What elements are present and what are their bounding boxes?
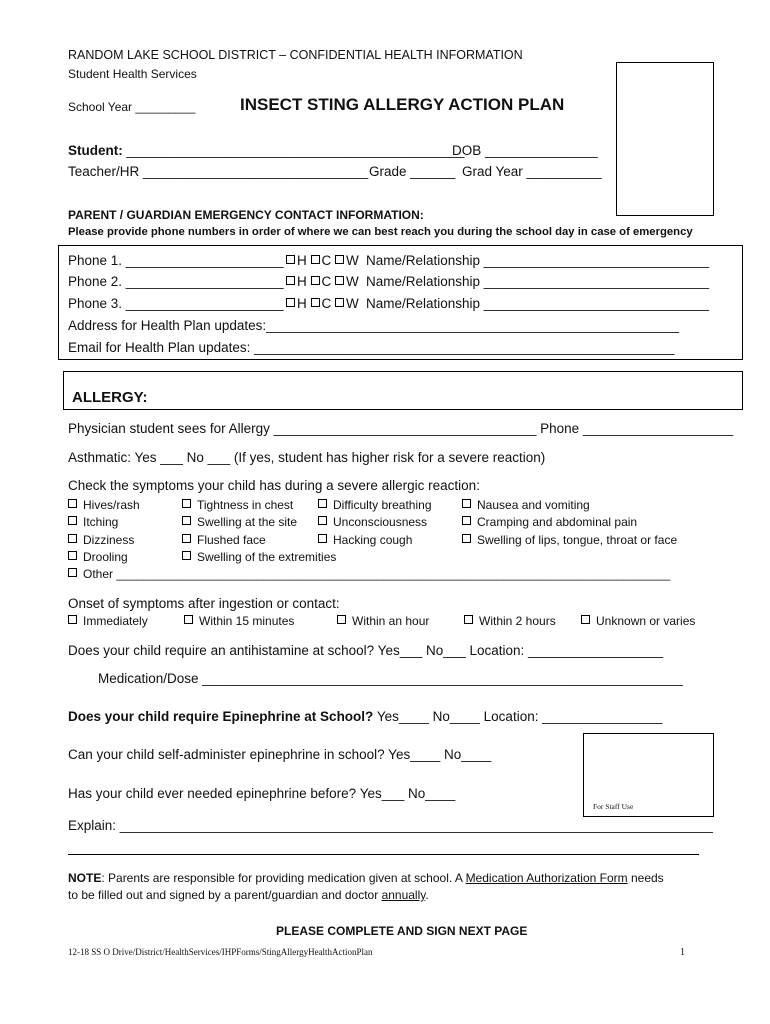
epinephrine-question: Does your child require Epinephrine at School?	[68, 709, 374, 724]
address-field[interactable]: Address for Health Plan updates:_______________________________________________________	[68, 318, 680, 333]
checkbox[interactable]	[182, 534, 191, 543]
epinephrine-row	[68, 709, 662, 724]
checkbox[interactable]	[318, 499, 327, 508]
phone-3-field[interactable]: Phone 3. _____________________	[68, 296, 284, 311]
note-line-1: NOTE: Parents are responsible for providing medication given at school. A Medication Authorization Form needs	[68, 871, 664, 885]
symptom-item[interactable]: Unconsciousness	[318, 514, 432, 531]
phone-2-type: H C W	[286, 274, 359, 289]
onset-option[interactable]: Within 2 hours	[464, 614, 556, 628]
symptoms-col-2	[182, 497, 336, 566]
checkbox[interactable]	[68, 499, 77, 508]
onset-option[interactable]: Within an hour	[337, 614, 429, 628]
email-field[interactable]: Email for Health Plan updates: ________________________________________________________	[68, 340, 675, 355]
checkbox[interactable]	[318, 534, 327, 543]
symptom-item[interactable]: Swelling of lips, tongue, throat or face	[462, 532, 677, 549]
district-header: RANDOM LAKE SCHOOL DISTRICT – CONFIDENTIAL HEALTH INFORMATION	[68, 48, 523, 62]
student-field[interactable]: _____________________________________________	[126, 143, 465, 158]
checkbox[interactable]	[464, 615, 473, 624]
dob-field[interactable]: DOB _______________	[452, 143, 598, 158]
symptom-item[interactable]: Swelling of the extremities	[182, 549, 336, 566]
phone-1-type: H C W	[286, 253, 359, 268]
checkbox[interactable]	[182, 499, 191, 508]
contact-heading: PARENT / GUARDIAN EMERGENCY CONTACT INFORMATION:	[68, 208, 424, 222]
symptom-other[interactable]: Other ___________________________________________________________________________________	[68, 566, 670, 583]
symptom-item[interactable]: Itching	[68, 514, 670, 531]
allergy-heading-box	[63, 371, 743, 410]
onset-option[interactable]: Unknown or varies	[581, 614, 695, 628]
physician-field[interactable]: Physician student sees for Allergy ___________________________________ Phone ____________________	[68, 421, 734, 436]
medication-authorization-form-link[interactable]: Medication Authorization Form	[465, 871, 628, 885]
symptoms-col-3	[318, 497, 432, 549]
symptom-item[interactable]: Nausea and vomiting	[462, 497, 677, 514]
checkbox[interactable]	[286, 255, 295, 264]
checkbox[interactable]	[462, 499, 471, 508]
checkbox[interactable]	[311, 255, 320, 264]
checkbox[interactable]	[184, 615, 193, 624]
phone-3-name-relationship[interactable]: Name/Relationship ______________________________	[366, 296, 710, 311]
student-row	[68, 143, 464, 158]
checkbox[interactable]	[318, 516, 327, 525]
checkbox[interactable]	[286, 298, 295, 307]
onset-option[interactable]: Within 15 minutes	[184, 614, 294, 628]
checkbox[interactable]	[311, 276, 320, 285]
checkbox[interactable]	[286, 276, 295, 285]
teacher-field[interactable]: Teacher/HR ______________________________	[68, 164, 369, 179]
checkbox[interactable]	[182, 551, 191, 560]
symptom-item[interactable]: Hacking cough	[318, 532, 432, 549]
checkbox[interactable]	[68, 534, 77, 543]
phone-3-type: H C W	[286, 296, 359, 311]
explain-continuation-line[interactable]	[68, 854, 699, 855]
symptom-item[interactable]: Hives/rash	[68, 497, 670, 514]
checkbox[interactable]	[68, 551, 77, 560]
checkbox[interactable]	[182, 516, 191, 525]
phone-2-field[interactable]: Phone 2. _____________________	[68, 274, 284, 289]
student-label: Student:	[68, 143, 123, 158]
checkbox[interactable]	[462, 534, 471, 543]
symptom-item[interactable]: Dizziness	[68, 532, 670, 549]
symptom-item[interactable]: Flushed face	[182, 532, 336, 549]
asthmatic-field[interactable]: Asthmatic: Yes ___ No ___ (If yes, student has higher risk for a severe reaction)	[68, 450, 546, 465]
grad-year-field[interactable]: Grad Year __________	[462, 164, 602, 179]
school-year-field[interactable]: School Year _________	[68, 100, 196, 114]
checkbox[interactable]	[581, 615, 590, 624]
symptom-item[interactable]: Tightness in chest	[182, 497, 336, 514]
onset-option[interactable]: Immediately	[68, 614, 148, 628]
contact-instruction: Please provide phone numbers in order of where we can best reach you during the school day in case of emergency	[68, 226, 693, 238]
symptom-item[interactable]: Drooling	[68, 549, 670, 566]
symptom-item[interactable]: Difficulty breathing	[318, 497, 432, 514]
checkbox[interactable]	[337, 615, 346, 624]
next-page-notice: PLEASE COMPLETE AND SIGN NEXT PAGE	[276, 924, 528, 938]
file-path: 12-18 SS O Drive/District/HealthServices/IHPForms/StingAllergyHealthActionPlan	[68, 947, 373, 957]
page-title: INSECT STING ALLERGY ACTION PLAN	[240, 95, 565, 114]
checkbox[interactable]	[462, 516, 471, 525]
checkbox[interactable]	[68, 516, 77, 525]
page-number: 1	[680, 947, 685, 958]
phone-1-field[interactable]: Phone 1. _____________________	[68, 253, 284, 268]
note-line-2: to be filled out and signed by a parent/guardian and doctor annually.	[68, 888, 429, 902]
annually-text: annually	[381, 888, 426, 902]
checkbox[interactable]	[335, 298, 344, 307]
staff-use-label: For Staff Use	[593, 802, 634, 811]
symptom-item[interactable]: Swelling at the site	[182, 514, 336, 531]
photo-box	[616, 62, 714, 216]
allergy-heading: ALLERGY:	[72, 389, 148, 406]
phone-2-name-relationship[interactable]: Name/Relationship ______________________________	[366, 274, 710, 289]
checkbox[interactable]	[68, 568, 77, 577]
medication-dose-field[interactable]: Medication/Dose ________________________________________________________________	[98, 671, 683, 686]
symptoms-prompt: Check the symptoms your child has during a severe allergic reaction:	[68, 478, 480, 493]
symptom-item[interactable]: Cramping and abdominal pain	[462, 514, 677, 531]
checkbox[interactable]	[335, 255, 344, 264]
self-administer-field[interactable]: Can your child self-administer epinephrine in school? Yes____ No____	[68, 747, 492, 762]
onset-prompt: Onset of symptoms after ingestion or contact:	[68, 596, 340, 611]
explain-field[interactable]: Explain: _______________________________________________________________________________	[68, 818, 713, 833]
epinephrine-answer[interactable]: Yes____ No____ Location: ________________	[373, 709, 663, 724]
checkbox[interactable]	[68, 615, 77, 624]
grade-field[interactable]: Grade ______	[369, 164, 456, 179]
checkbox[interactable]	[311, 298, 320, 307]
note-label: NOTE	[68, 871, 102, 885]
antihistamine-field[interactable]: Does your child require an antihistamine at school? Yes___ No___ Location: __________________	[68, 643, 664, 658]
checkbox[interactable]	[335, 276, 344, 285]
needed-before-field[interactable]: Has your child ever needed epinephrine before? Yes___ No____	[68, 786, 456, 801]
symptoms-col-4	[462, 497, 677, 549]
phone-1-name-relationship[interactable]: Name/Relationship ______________________________	[366, 253, 710, 268]
subtitle: Student Health Services	[68, 67, 197, 81]
